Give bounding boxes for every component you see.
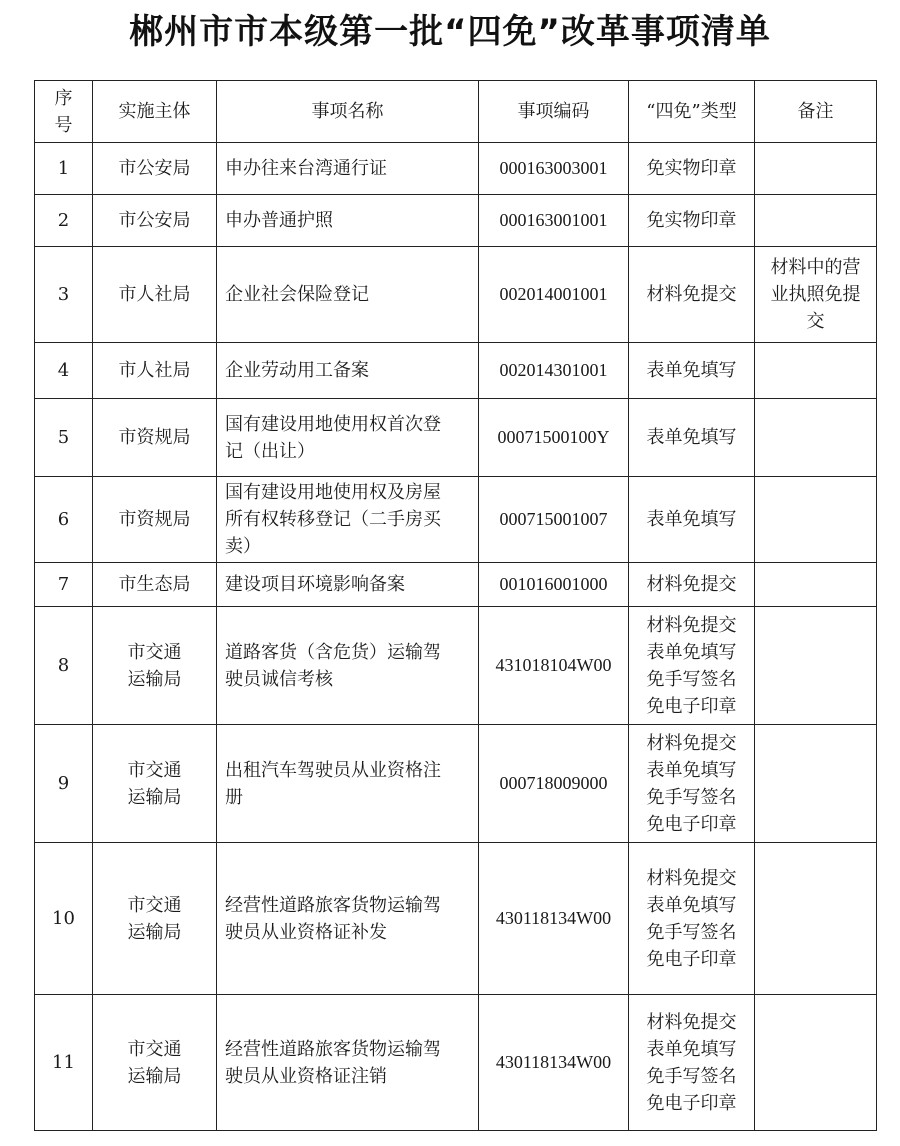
org-line: 运输局	[127, 786, 182, 808]
name-line: 经营性道路旅客货物运输驾	[225, 894, 441, 916]
name-line: 所有权转移登记（二手房买	[225, 509, 441, 530]
cell-item-name	[217, 477, 479, 563]
type-line: 免手写签名	[646, 668, 737, 690]
cell-four-free-type	[629, 477, 755, 563]
cell-four-free-type	[629, 725, 755, 843]
cell-org	[93, 399, 217, 477]
cell-four-free-type	[629, 607, 755, 725]
type-line: 表单免填写	[646, 641, 737, 663]
org-line: 市资规局	[118, 427, 191, 448]
table-row	[35, 195, 877, 247]
header-item-name: 事项名称	[217, 81, 479, 143]
note-line: 材料中的营	[770, 257, 861, 278]
cell-remarks	[755, 563, 877, 607]
type-line: 表单免填写	[646, 509, 737, 530]
name-line: 国有建设用地使用权首次登	[225, 413, 441, 435]
type-line: 材料免提交	[646, 1011, 737, 1033]
org-line: 市交通	[127, 641, 182, 663]
type-line: 免电子印章	[646, 1092, 737, 1114]
name-line: 企业社会保险登记	[225, 284, 369, 305]
header-four-free-type: “四免”类型	[629, 81, 755, 143]
cell-org	[93, 843, 217, 995]
cell-item-name	[217, 399, 479, 477]
type-line: 免电子印章	[646, 813, 737, 835]
cell-serial-no: 9	[35, 725, 93, 843]
cell-remarks	[755, 247, 877, 343]
cell-org	[93, 195, 217, 247]
type-line: 免电子印章	[646, 948, 737, 970]
type-line: 材料免提交	[646, 614, 737, 636]
name-line: 卖）	[225, 536, 261, 557]
name-line: 经营性道路旅客货物运输驾	[225, 1038, 441, 1060]
cell-serial-no: 3	[35, 247, 93, 343]
org-line: 运输局	[127, 1065, 182, 1087]
name-line: 记（出让）	[225, 440, 315, 462]
type-line: 免手写签名	[646, 786, 737, 808]
type-line: 材料免提交	[646, 284, 737, 305]
cell-org	[93, 995, 217, 1131]
table-row	[35, 563, 877, 607]
cell-item-name	[217, 843, 479, 995]
cell-four-free-type	[629, 195, 755, 247]
note-line: 业执照免提	[770, 284, 861, 305]
org-line: 市人社局	[118, 360, 191, 381]
org-line: 市人社局	[118, 284, 191, 305]
cell-remarks	[755, 843, 877, 995]
cell-item-name	[217, 247, 479, 343]
cell-item-code: 002014301001	[479, 343, 629, 399]
org-line: 市公安局	[118, 158, 191, 179]
table-row	[35, 477, 877, 563]
cell-four-free-type	[629, 995, 755, 1131]
org-line: 市资规局	[118, 509, 191, 530]
cell-serial-no: 2	[35, 195, 93, 247]
cell-item-code: 000163003001	[479, 143, 629, 195]
header-serial-no: 序 号	[35, 81, 93, 143]
org-line: 市生态局	[118, 574, 191, 595]
name-line: 申办普通护照	[225, 210, 333, 231]
cell-serial-no: 11	[35, 995, 93, 1131]
cell-item-code: 00071500100Y	[479, 399, 629, 477]
cell-org	[93, 247, 217, 343]
type-line: 免手写签名	[646, 921, 737, 943]
org-line: 市公安局	[118, 210, 191, 231]
cell-item-name	[217, 343, 479, 399]
name-line: 驶员诚信考核	[225, 668, 333, 690]
type-line: 表单免填写	[646, 360, 737, 381]
note-line: 交	[806, 311, 825, 332]
cell-item-code: 000718009000	[479, 725, 629, 843]
page-title: 郴州市市本级第一批“四免”改革事项清单	[129, 12, 771, 52]
cell-item-name	[217, 995, 479, 1131]
cell-four-free-type	[629, 343, 755, 399]
cell-item-code: 001016001000	[479, 563, 629, 607]
type-line: 免手写签名	[646, 1065, 737, 1087]
cell-item-name	[217, 607, 479, 725]
org-line: 市交通	[127, 1038, 182, 1060]
header-item-code: 事项编码	[479, 81, 629, 143]
org-line: 运输局	[127, 668, 182, 690]
cell-org	[93, 563, 217, 607]
cell-four-free-type	[629, 843, 755, 995]
cell-item-code: 431018104W00	[479, 607, 629, 725]
items-table	[34, 80, 877, 1131]
cell-serial-no: 5	[35, 399, 93, 477]
cell-item-code: 000715001007	[479, 477, 629, 563]
cell-remarks	[755, 477, 877, 563]
type-line: 材料免提交	[646, 732, 737, 754]
type-line: 表单免填写	[646, 1038, 737, 1060]
name-line: 申办往来台湾通行证	[225, 158, 387, 179]
cell-item-code: 000163001001	[479, 195, 629, 247]
table-row	[35, 343, 877, 399]
cell-serial-no: 7	[35, 563, 93, 607]
name-line: 道路客货（含危货）运输驾	[225, 641, 441, 663]
type-line: 材料免提交	[646, 574, 737, 595]
cell-serial-no: 6	[35, 477, 93, 563]
cell-item-name	[217, 725, 479, 843]
name-line: 出租汽车驾驶员从业资格注	[225, 759, 441, 781]
cell-item-code: 002014001001	[479, 247, 629, 343]
type-line: 免电子印章	[646, 695, 737, 717]
cell-remarks	[755, 343, 877, 399]
cell-remarks	[755, 399, 877, 477]
table-row	[35, 247, 877, 343]
cell-item-name	[217, 563, 479, 607]
org-line: 运输局	[127, 921, 182, 943]
name-line: 企业劳动用工备案	[225, 360, 369, 381]
name-line: 驶员从业资格证注销	[225, 1065, 387, 1087]
cell-serial-no: 1	[35, 143, 93, 195]
cell-item-code: 430118134W00	[479, 995, 629, 1131]
cell-org	[93, 143, 217, 195]
name-line: 驶员从业资格证补发	[225, 921, 387, 943]
cell-remarks	[755, 143, 877, 195]
cell-item-code: 430118134W00	[479, 843, 629, 995]
cell-four-free-type	[629, 399, 755, 477]
type-line: 材料免提交	[646, 867, 737, 889]
cell-item-name	[217, 143, 479, 195]
cell-remarks	[755, 607, 877, 725]
name-line: 建设项目环境影响备案	[225, 574, 405, 595]
cell-remarks	[755, 725, 877, 843]
cell-four-free-type	[629, 247, 755, 343]
cell-four-free-type	[629, 563, 755, 607]
name-line: 国有建设用地使用权及房屋	[225, 482, 441, 503]
org-line: 市交通	[127, 759, 182, 781]
cell-org	[93, 725, 217, 843]
cell-item-name	[217, 195, 479, 247]
table-row	[35, 399, 877, 477]
type-line: 表单免填写	[646, 427, 737, 448]
type-line: 表单免填写	[646, 894, 737, 916]
cell-org	[93, 607, 217, 725]
type-line: 免实物印章	[646, 158, 737, 179]
type-line: 表单免填写	[646, 759, 737, 781]
cell-remarks	[755, 195, 877, 247]
cell-org	[93, 477, 217, 563]
cell-serial-no: 8	[35, 607, 93, 725]
type-line: 免实物印章	[646, 210, 737, 231]
table-row	[35, 995, 877, 1131]
table-row	[35, 843, 877, 995]
cell-serial-no: 10	[35, 843, 93, 995]
table-row	[35, 607, 877, 725]
cell-remarks	[755, 995, 877, 1131]
header-remarks: 备注	[755, 81, 877, 143]
table-row	[35, 143, 877, 195]
name-line: 册	[225, 786, 243, 808]
table-row	[35, 725, 877, 843]
cell-serial-no: 4	[35, 343, 93, 399]
org-line: 市交通	[127, 894, 182, 916]
cell-org	[93, 343, 217, 399]
header-org: 实施主体	[93, 81, 217, 143]
cell-four-free-type	[629, 143, 755, 195]
table-header-row	[35, 81, 877, 143]
